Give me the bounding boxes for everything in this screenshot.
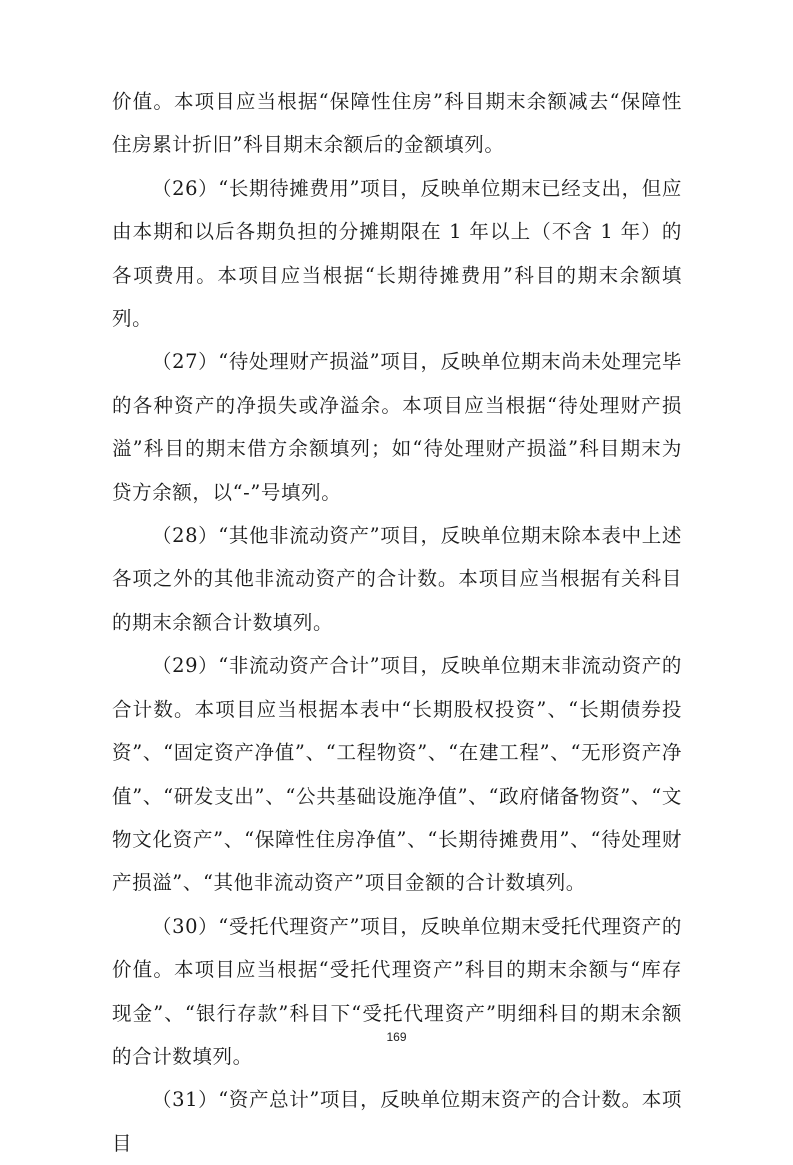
paragraph-item-29: （29）“非流动资产合计”项目，反映单位期末非流动资产的合计数。本项目应当根据本表中“长期股权投资”、“长期债券投资”、“固定资产净值”、“工程物资”、“在建工程”、“无形资产净值”、“研发支出”、“公共基础设施净值”、“政府储备物资”、“文物文化资产”、“保障性住房净值”、“长期待摊费用”、“待处理财产损溢”、“其他非流动资产”项目金额的合计数填列。 (112, 654, 682, 895)
paragraph-item-31: （31）“资产总计”项目，反映单位期末资产的合计数。本项目 (112, 1088, 682, 1155)
paragraph-continuation: 价值。本项目应当根据“保障性住房”科目期末余额减去“保障性住房累计折旧”科目期末余额后的金额填列。 (112, 90, 682, 157)
paragraph-item-30: （30）“受托代理资产”项目，反映单位期末受托代理资产的价值。本项目应当根据“受托代理资产”科目的期末余额与“库存现金”、“银行存款”科目下“受托代理资产”明细科目的期末余额的合计数填列。 (112, 914, 682, 1068)
paragraph-item-26: （26）“长期待摊费用”项目，反映单位期末已经支出，但应由本期和以后各期负担的分摊期限在 1 年以上（不含 1 年）的各项费用。本项目应当根据“长期待摊费用”科目的期末余额填列。 (112, 176, 682, 331)
paragraph-item-28: （28）“其他非流动资产”项目，反映单位期末除本表中上述各项之外的其他非流动资产的合计数。本项目应当根据有关科目的期末余额合计数填列。 (112, 524, 682, 634)
page-number: 169 (386, 1030, 407, 1044)
paragraph-item-27: （27）“待处理财产损溢”项目，反映单位期末尚未处理完毕的各种资产的净损失或净溢余。本项目应当根据“待处理财产损溢”科目的期末借方余额填列；如“待处理财产损溢”科目期末为贷方余额，以“-”号填列。 (112, 350, 682, 504)
document-body (112, 80, 682, 1165)
